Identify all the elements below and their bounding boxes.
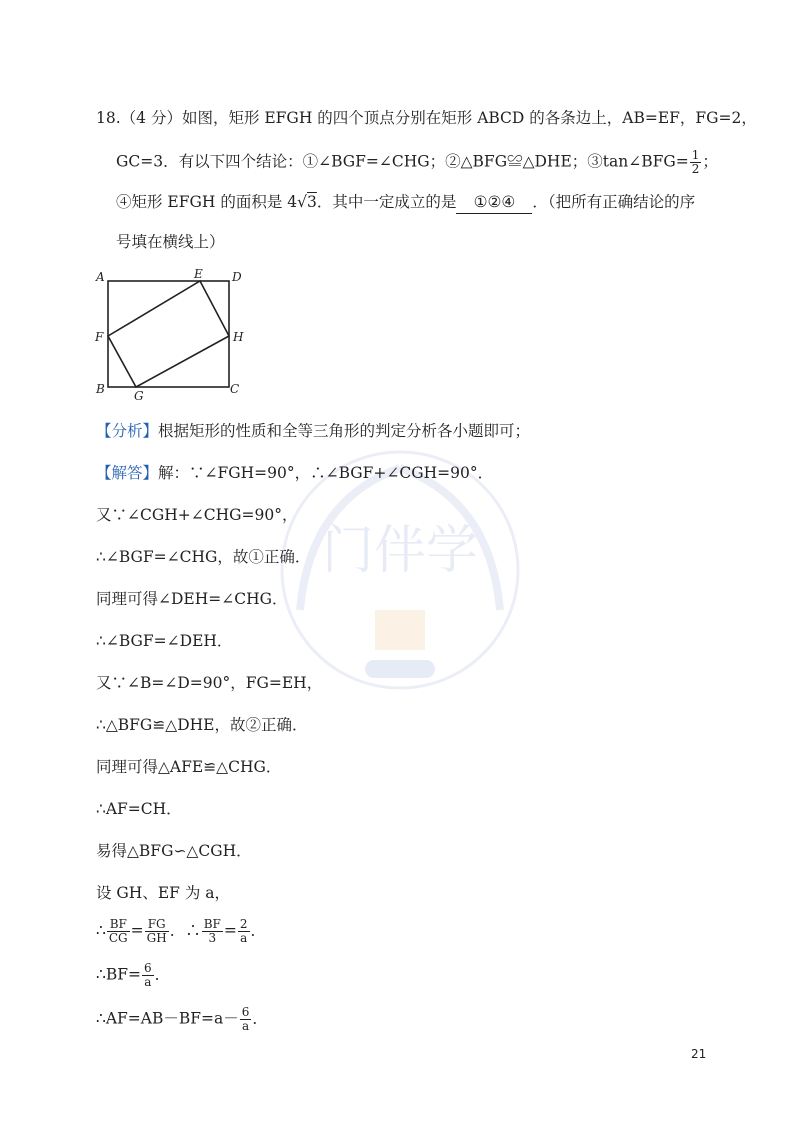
- solution-step: ∴∠BGF=∠CHG，故①正确．: [96, 548, 311, 566]
- label-h: H: [233, 330, 244, 344]
- instruction-text: ．（把所有正确结论的序: [532, 193, 696, 211]
- problem-line-2-text: GC=3．有以下四个结论：①∠BGF=∠CHG；②△BFG≌△DHE；③tan∠BFG=: [116, 152, 689, 171]
- label-f: F: [95, 330, 104, 344]
- fraction: [202, 918, 223, 945]
- af-text: ∴AF=AB－BF=a－: [96, 1009, 239, 1028]
- denominator: CG: [108, 931, 128, 945]
- analysis-tag: 【分析】: [96, 422, 159, 440]
- fraction: [238, 918, 250, 945]
- denominator: a: [144, 975, 152, 989]
- equals-sign: =: [130, 921, 144, 940]
- period: ．: [252, 1009, 268, 1028]
- period: ．: [250, 921, 267, 940]
- label-b: B: [96, 382, 105, 396]
- problem-line-2: [116, 149, 718, 176]
- label-d: D: [232, 270, 242, 284]
- solution-step: 同理可得∠DEH=∠CHG．: [96, 590, 288, 608]
- problem-line-1: 18.（4 分）如图，矩形 EFGH 的四个顶点分别在矩形 ABCD 的各条边上，AB=EF，FG=2，: [96, 109, 757, 127]
- solution-step: ∴∠BGF=∠DEH．: [96, 632, 233, 650]
- numerator: BF: [107, 918, 130, 932]
- tan-fraction: [690, 149, 702, 176]
- af-line: [96, 1006, 268, 1033]
- fraction: [142, 962, 154, 989]
- numerator: 6: [241, 1005, 250, 1019]
- label-e: E: [194, 267, 203, 281]
- denominator: a: [240, 931, 248, 945]
- analysis-line: [96, 420, 530, 442]
- problem-line-2-end: ；: [702, 152, 718, 171]
- denominator: GH: [146, 931, 167, 945]
- solution-step: 又∵∠B=∠D=90°，FG=EH，: [96, 674, 323, 692]
- denominator: a: [242, 1019, 250, 1033]
- page-number: 21: [691, 1047, 707, 1061]
- solution-step: 同理可得△AFE≌△CHG．: [96, 758, 282, 776]
- numerator: 6: [144, 961, 152, 975]
- rectangle-abcd: [108, 281, 229, 387]
- solution-tag: 【解答】: [96, 464, 159, 482]
- solution-step: 又∵∠CGH+∠CHG=90°，: [96, 506, 298, 524]
- solution-first: 解：∵∠FGH=90°，∴∠BGF+∠CGH=90°．: [158, 464, 494, 482]
- problem-line-4: 号填在横线上）: [116, 233, 225, 251]
- period: ．: [154, 965, 171, 984]
- fraction: [240, 1006, 252, 1033]
- numerator: BF: [203, 917, 221, 931]
- bf-text: ∴BF=: [96, 965, 141, 984]
- fraction: [107, 918, 130, 945]
- geometry-figure: [92, 266, 252, 406]
- label-a: A: [96, 270, 105, 284]
- answer-blank: ①②④: [456, 191, 532, 214]
- label-g: G: [134, 389, 144, 403]
- problem-line-3: ④矩形 EFGH 的面积是 4√3．其中一定成立的是 ①②④ ．（把所有正确结论的序: [116, 191, 695, 214]
- solution-line-1: [96, 462, 493, 484]
- fraction: [145, 918, 169, 945]
- tan-denominator: 2: [691, 162, 700, 176]
- therefore-sign: ．∴: [169, 921, 201, 940]
- denominator: 3: [208, 931, 217, 945]
- sqrt-value: 3: [307, 193, 317, 211]
- ratio-line: [96, 918, 266, 945]
- bf-line: [96, 962, 170, 989]
- rectangle-efgh: [108, 281, 229, 387]
- equals-sign: =: [223, 921, 237, 940]
- solution-step: ∴△BFG≌△DHE，故②正确．: [96, 716, 308, 734]
- numerator: 2: [239, 917, 248, 931]
- solution-step: 设 GH、EF 为 a，: [96, 884, 230, 902]
- area-text: ④矩形 EFGH 的面积是 4: [116, 193, 298, 211]
- numerator: FG: [145, 918, 169, 932]
- label-c: C: [230, 382, 240, 396]
- tan-numerator: 1: [691, 148, 700, 162]
- solution-step: ∴AF=CH．: [96, 800, 182, 818]
- solution-step: 易得△BFG∽△CGH．: [96, 842, 252, 860]
- analysis-text: 根据矩形的性质和全等三角形的判定分析各小题即可；: [158, 422, 531, 440]
- watermark-text: 门伴学: [321, 521, 479, 581]
- statement-text: ．其中一定成立的是: [316, 193, 457, 211]
- therefore-sign: ∴: [96, 921, 106, 940]
